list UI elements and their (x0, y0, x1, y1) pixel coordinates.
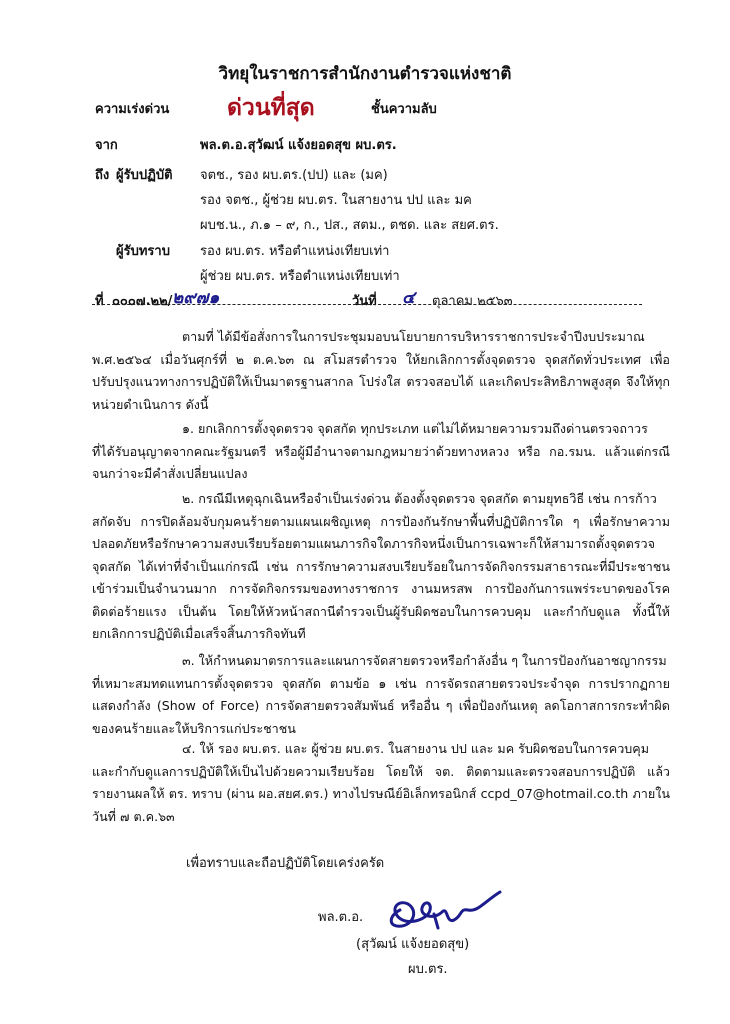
body-paragraph (92, 326, 670, 416)
info-recipient-line: รอง ผบ.ตร. หรือตำแหน่งเทียบเท่า (200, 244, 390, 259)
action-recipient-line: รอง จตช., ผู้ช่วย ผบ.ตร. ในสายงาน ปป และ มค (200, 193, 472, 208)
paragraph-text: ที่เหมาะสมทดแทนการตั้งจุดตรวจ จุดสกัด ตามข้อ ๑ เช่น การจัดรถสายตรวจประจำจุด การปรากฏกายแสดงกำลัง (Show of Force) การจัดสายตรวจสัมพันธ์ หรืออื่น ๆ เพื่อป้องกันเหตุ ลดโอกาสการกระทำผิดของคนร้ายและให้บริการแก่ประชาชน (92, 675, 670, 736)
action-recipient-line: จตช., รอง ผบ.ตร.(ปป) และ (มค) (200, 168, 388, 183)
paragraph-first-line: ๒. กรณีมีเหตุฉุกเฉินหรือจำเป็นเร่งด่วน ต้องตั้งจุดตรวจ จุดสกัด ตามยุทธวิธี เช่น การก้าว (182, 491, 657, 506)
paragraph-first-line: ตามที่ ได้มีข้อสั่งการในการประชุมมอบนโยบายการบริหารราชการประจำปีงบประมาณ (182, 329, 645, 344)
signer-position: ผบ.ตร. (408, 962, 448, 977)
paragraph-first-line: ๑. ยกเลิกการตั้งจุดตรวจ จุดสกัด ทุกประเภท แต่ไม่ได้หมายความรวมถึงด่านตรวจถาวร (182, 421, 648, 436)
reference-handwritten-number: ๒๙๗๑ (172, 288, 220, 308)
paragraph-text: ที่ได้รับอนุญาตจากคณะรัฐมนตรี หรือผู้มีอำนาจตามกฎหมายว่าด้วยทางหลวง หรือ กอ.รมน. แล้วแต่กรณี จนกว่าจะมีคำสั่งเปลี่ยนแปลง (92, 443, 670, 481)
to-label: ถึง (95, 168, 110, 183)
closing-text: เพื่อทราบและถือปฏิบัติโดยเคร่งครัด (186, 856, 385, 871)
reference-label: ที่ (95, 294, 104, 309)
action-recipient-line: ผบช.น., ภ.๑ – ๙, ก., ปส., สตม., ตชด. และ สยศ.ตร. (200, 218, 499, 233)
body-paragraph (92, 650, 670, 740)
signer-name: (สุวัฒน์ แจ้งยอดสุข) (356, 937, 470, 952)
urgency-label: ความเร่งด่วน (95, 102, 170, 117)
signer-rank: พล.ต.อ. (318, 910, 364, 925)
paragraph-first-line: ๓. ให้กำหนดมาตรการและแผนการจัดสายตรวจหรือกำลังอื่น ๆ ในการป้องกันอาชญากรรม (182, 653, 667, 668)
info-recipients-label: ผู้รับทราบ (116, 244, 170, 259)
from-label: จาก (95, 138, 118, 153)
paragraph-text: พ.ศ.๒๕๖๔ เมื่อวันศุกร์ที่ ๒ ต.ค.๖๓ ณ สโมสรตำรวจ ให้ยกเลิกการตั้งจุดตรวจ จุดสกัดทั่วประเทศ เพื่อปรับปรุงแนวทางการปฏิบัติให้เป็นมาตรฐานสากล โปร่งใส ตรวจสอบได้ และเกิดประสิทธิภาพสูงสุด จึงให้ทุกหน่วยดำเนินการ ดังนี้ (92, 351, 670, 412)
body-paragraph (92, 418, 670, 486)
info-recipient-line: ผู้ช่วย ผบ.ตร. หรือตำแหน่งเทียบเท่า (200, 269, 400, 284)
paragraph-first-line: ๔. ให้ รอง ผบ.ตร. และ ผู้ช่วย ผบ.ตร. ในสายงาน ปป และ มค รับผิดชอบในการควบคุม (182, 741, 650, 756)
urgency-value: ด่วนที่สุด (227, 95, 315, 121)
signature-image (374, 880, 524, 940)
paragraph-text: และกำกับดูแลการปฏิบัติให้เป็นไปด้วยความเรียบร้อย โดยให้ จต. ติดตามและตรวจสอบการปฏิบัติ แล้วรายงานผลให้ ตร. ทราบ (ผ่าน ผอ.สยศ.ตร.) ทางไปรษณีย์อิเล็กทรอนิกส์ ccpd_07@hotmail.co.th ภายในวันที่ ๗ ต.ค.๖๓ (92, 763, 670, 824)
action-recipients-label: ผู้รับปฏิบัติ (116, 168, 173, 183)
paragraph-text: สกัดจับ การปิดล้อมจับกุมคนร้ายตามแผนเผชิญเหตุ การป้องกันรักษาพื้นที่ปฏิบัติการใด ๆ เพื่อรักษาความปลอดภัยหรือรักษาความสงบเรียบร้อยตามแผนภารกิจใดภารกิจหนึ่งเป็นการเฉพาะก็ให้สามารถตั้งจุดตรวจ จุดสกัด ได้เท่าที่จำเป็นแก่กรณี เช่น การรักษาความสงบเรียบร้อยในการจัดกิจกรรมสาธารณะที่มีประชาชนเข้าร่วมเป็นจำนวนมาก การจัดกิจกรรมของทางราชการ งานมหรสพ การป้องกันการแพร่ระบาดของโรคติดต่อร้ายแรง เป็นต้น โดยให้หัวหน้าสถานีตำรวจเป็นผู้รับผิดชอบในการควบคุม และกำกับดูแล ทั้งนี้ให้ยกเลิกการปฏิบัติเมื่อเสร็จสิ้นภารกิจทันที (92, 513, 670, 641)
date-month-year: ตุลาคม ๒๕๖๓ (432, 294, 513, 309)
date-day-handwritten: ๔ (402, 288, 415, 308)
date-label: วันที่ (352, 294, 377, 309)
body-paragraph (92, 738, 670, 828)
body-paragraph (92, 488, 670, 646)
reference-number: ๐๐๐๗.๒๒/ (112, 294, 173, 309)
header-divider (92, 304, 642, 305)
document-title: วิทยุในราชการสำนักงานตำรวจแห่งชาติ (218, 64, 512, 84)
from-value: พล.ต.อ.สุวัฒน์ แจ้งยอดสุข ผบ.ตร. (200, 138, 397, 153)
secrecy-label: ชั้นความลับ (371, 102, 437, 117)
